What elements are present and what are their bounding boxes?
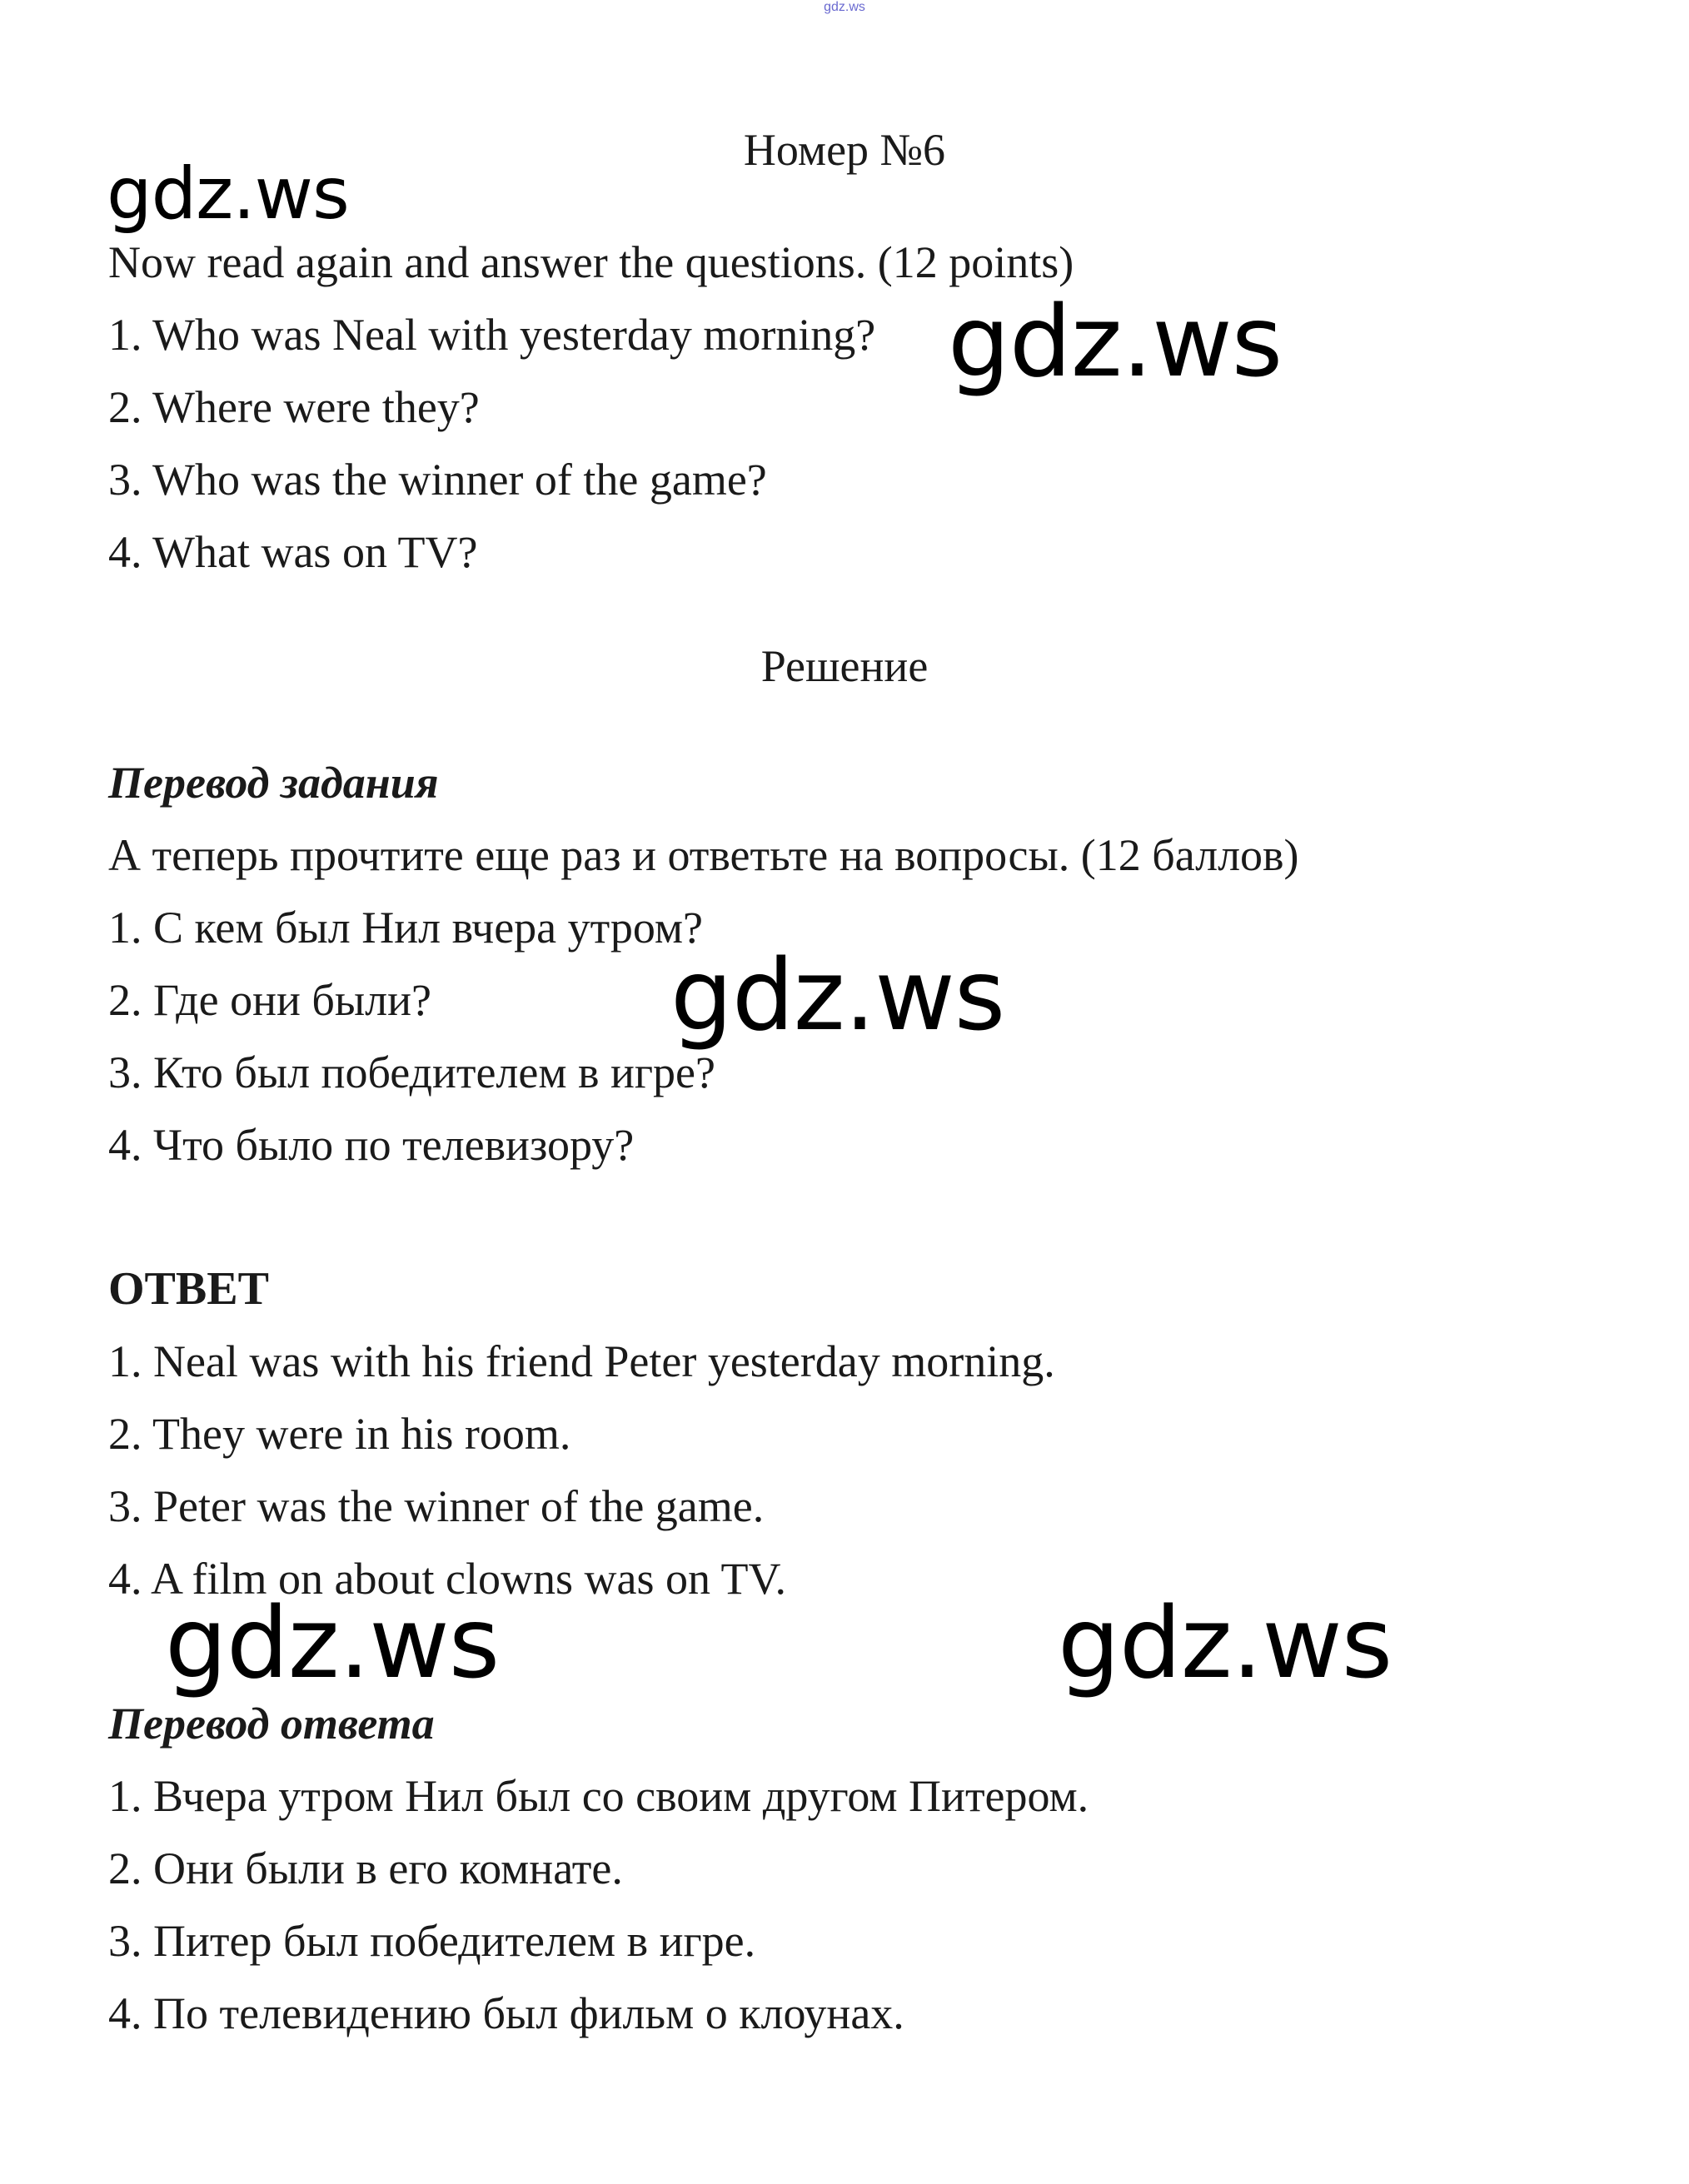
task-translation-heading: Перевод задания	[108, 758, 439, 808]
answer-translation-1: 1. Вчера утром Нил был со своим другом Питером.	[108, 1771, 1089, 1821]
answer-translation-3: 3. Питер был победителем в игре.	[108, 1916, 756, 1966]
answer-heading: ОТВЕТ	[108, 1263, 269, 1315]
answer-translation-4: 4. По телевидению был фильм о клоунах.	[108, 1988, 904, 2038]
watermark-2: gdz.ws	[948, 284, 1283, 399]
solution-title: Решение	[760, 641, 929, 691]
answer-translation-heading: Перевод ответа	[108, 1699, 435, 1749]
task-instruction: Now read again and answer the questions. (12 points)	[108, 237, 1074, 287]
question-1: 1. Who was Neal with yesterday morning?	[108, 310, 876, 360]
question-2: 2. Where were they?	[108, 382, 480, 432]
answer-2: 2. They were in his room.	[108, 1409, 571, 1459]
watermark-4: gdz.ws	[165, 1585, 500, 1700]
answer-translation-2: 2. Они были в его комнате.	[108, 1843, 623, 1893]
answer-4: 4. A film on about clowns was on TV.	[108, 1554, 787, 1604]
watermark-5: gdz.ws	[1058, 1585, 1393, 1700]
task-translation-question-3: 3. Кто был победителем в игре?	[108, 1047, 715, 1097]
question-4: 4. What was on TV?	[108, 527, 478, 577]
page-title: Номер №6	[743, 125, 946, 175]
question-3: 3. Who was the winner of the game?	[108, 455, 767, 505]
task-translation-question-4: 4. Что было по телевизору?	[108, 1120, 635, 1170]
top-watermark: gdz.ws	[824, 0, 865, 14]
watermark-1: gdz.ws	[107, 152, 349, 236]
task-translation-question-1: 1. С кем был Нил вчера утром?	[108, 903, 703, 953]
task-translation-question-2: 2. Где они были?	[108, 975, 431, 1025]
answer-1: 1. Neal was with his friend Peter yesterday morning.	[108, 1336, 1055, 1386]
answer-3: 3. Peter was the winner of the game.	[108, 1481, 765, 1531]
task-translation-instruction: А теперь прочтите еще раз и ответьте на вопросы. (12 баллов)	[108, 830, 1299, 880]
watermark-3: gdz.ws	[670, 938, 1005, 1052]
